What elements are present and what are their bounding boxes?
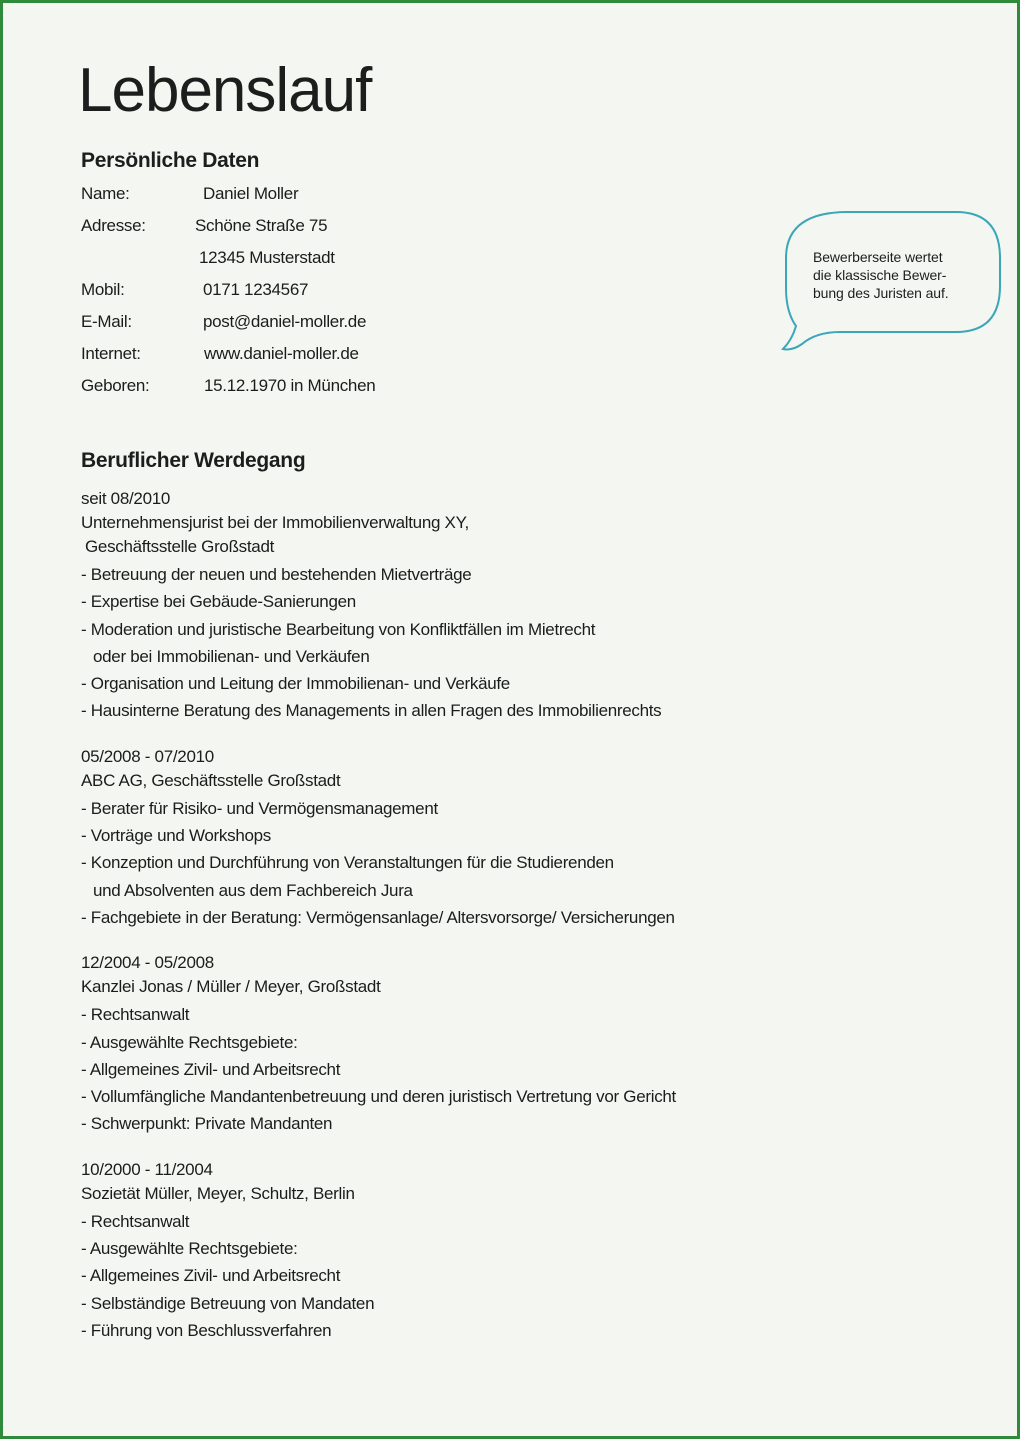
career-duty-item: [81, 1208, 781, 1235]
career-duty-text: - Vorträge und Workshops: [81, 826, 271, 846]
career-duty-item: [81, 1235, 781, 1262]
career-duty-text: - Berater für Risiko- und Vermögensmanagement: [81, 798, 438, 818]
personal-value: post@daniel-moller.de: [203, 312, 367, 331]
career-date: seit 08/2010: [81, 489, 171, 508]
career-duty-item: [81, 616, 781, 671]
career-duty-item: [81, 1029, 781, 1056]
personal-label: Internet:: [81, 344, 141, 363]
career-employer: Unternehmensjurist bei der Immobilienverwaltung XY,: [81, 513, 469, 532]
career-duties: [81, 1001, 781, 1137]
career-duties: [81, 795, 781, 931]
career-duty-text: - Ausgewählte Rechtsgebiete:: [81, 1239, 298, 1259]
career-duty-item: [81, 1083, 781, 1110]
career-employer: ABC AG, Geschäftsstelle Großstadt: [81, 770, 341, 790]
career-duty-text: - Fachgebiete in der Beratung: Vermögensanlage/ Altersvorsorge/ Versicherungen: [81, 907, 675, 927]
personal-label: Name:: [81, 184, 130, 203]
personal-label: E-Mail:: [81, 312, 132, 331]
career-duty-item: [81, 670, 781, 697]
callout-line: Bewerberseite wertet: [813, 249, 943, 265]
personal-value: 12345 Musterstadt: [199, 248, 335, 267]
callout-line: die klassische Bewer-: [813, 267, 947, 283]
career-duty-text: - Konzeption und Durchführung von Veranstaltungen für die Studierenden: [81, 853, 614, 873]
personal-label: Adresse:: [81, 216, 146, 235]
career-duty-item: [81, 561, 781, 588]
personal-value: www.daniel-moller.de: [204, 344, 359, 363]
career-duty-text: - Hausinterne Beratung des Managements in allen Fragen des Immobilienrechts: [81, 701, 662, 721]
career-employer-location: Geschäftsstelle Großstadt: [85, 537, 275, 556]
career-entry: [81, 1158, 781, 1344]
career-list: [81, 487, 781, 1364]
career-entry: [81, 487, 781, 725]
career-heading: Beruflicher Werdegang: [81, 449, 306, 472]
personal-value: 0171 1234567: [203, 280, 309, 299]
career-duty-text: - Organisation und Leitung der Immobilienan- und Verkäufe: [81, 674, 510, 694]
career-duty-text: - Allgemeines Zivil- und Arbeitsrecht: [81, 1266, 341, 1286]
page-title: Lebenslauf: [78, 56, 372, 125]
career-duties: [81, 1208, 781, 1344]
career-date: 05/2008 - 07/2010: [81, 746, 214, 766]
career-duty-item: [81, 822, 781, 849]
career-duty-text: - Betreuung der neuen und bestehenden Mietverträge: [81, 565, 472, 584]
career-duty-item: [81, 1056, 781, 1083]
career-duty-text: - Selbständige Betreuung von Mandaten: [81, 1293, 375, 1313]
career-duty-item: [81, 1110, 781, 1137]
career-duty-text: - Ausgewählte Rechtsgebiete:: [81, 1032, 298, 1052]
career-duty-item: [81, 1262, 781, 1289]
career-duty-continuation: und Absolventen aus dem Fachbereich Jura: [93, 880, 413, 900]
callout-text: [813, 248, 983, 302]
career-duty-text: - Moderation und juristische Bearbeitung von Konfliktfällen im Mietrecht: [81, 619, 596, 639]
callout-line: bung des Juristen auf.: [813, 285, 949, 301]
career-duty-item: [81, 1001, 781, 1028]
career-date: 12/2004 - 05/2008: [81, 953, 214, 973]
career-duty-item: [81, 1290, 781, 1317]
career-duty-item: [81, 588, 781, 615]
career-employer: Sozietät Müller, Meyer, Schultz, Berlin: [81, 1183, 355, 1203]
career-duties: [81, 561, 781, 725]
career-entry: [81, 745, 781, 931]
career-duty-item: [81, 795, 781, 822]
personal-label: Mobil:: [81, 280, 125, 299]
career-duty-item: [81, 697, 781, 724]
career-duty-text: - Führung von Beschlussverfahren: [81, 1320, 332, 1340]
career-duty-item: [81, 849, 781, 904]
career-duty-text: - Vollumfängliche Mandantenbetreuung und deren juristisch Vertretung vor Gericht: [81, 1087, 676, 1107]
career-duty-item: [81, 904, 781, 931]
career-duty-text: - Rechtsanwalt: [81, 1211, 190, 1231]
personal-value: 15.12.1970 in München: [204, 376, 376, 395]
personal-value: Daniel Moller: [203, 184, 299, 203]
career-employer: Kanzlei Jonas / Müller / Meyer, Großstadt: [81, 977, 381, 997]
career-duty-item: [81, 1317, 781, 1344]
career-duty-text: - Schwerpunkt: Private Mandanten: [81, 1114, 333, 1134]
career-date: 10/2000 - 11/2004: [81, 1159, 213, 1179]
career-duty-text: - Allgemeines Zivil- und Arbeitsrecht: [81, 1059, 341, 1079]
personal-value: Schöne Straße 75: [195, 216, 328, 235]
career-entry: [81, 951, 781, 1137]
personal-label: Geboren:: [81, 376, 150, 395]
career-duty-continuation: oder bei Immobilienan- und Verkäufen: [93, 646, 370, 666]
career-duty-text: - Expertise bei Gebäude-Sanierungen: [81, 592, 356, 612]
career-duty-text: - Rechtsanwalt: [81, 1005, 190, 1025]
personal-data-heading: Persönliche Daten: [81, 149, 260, 172]
